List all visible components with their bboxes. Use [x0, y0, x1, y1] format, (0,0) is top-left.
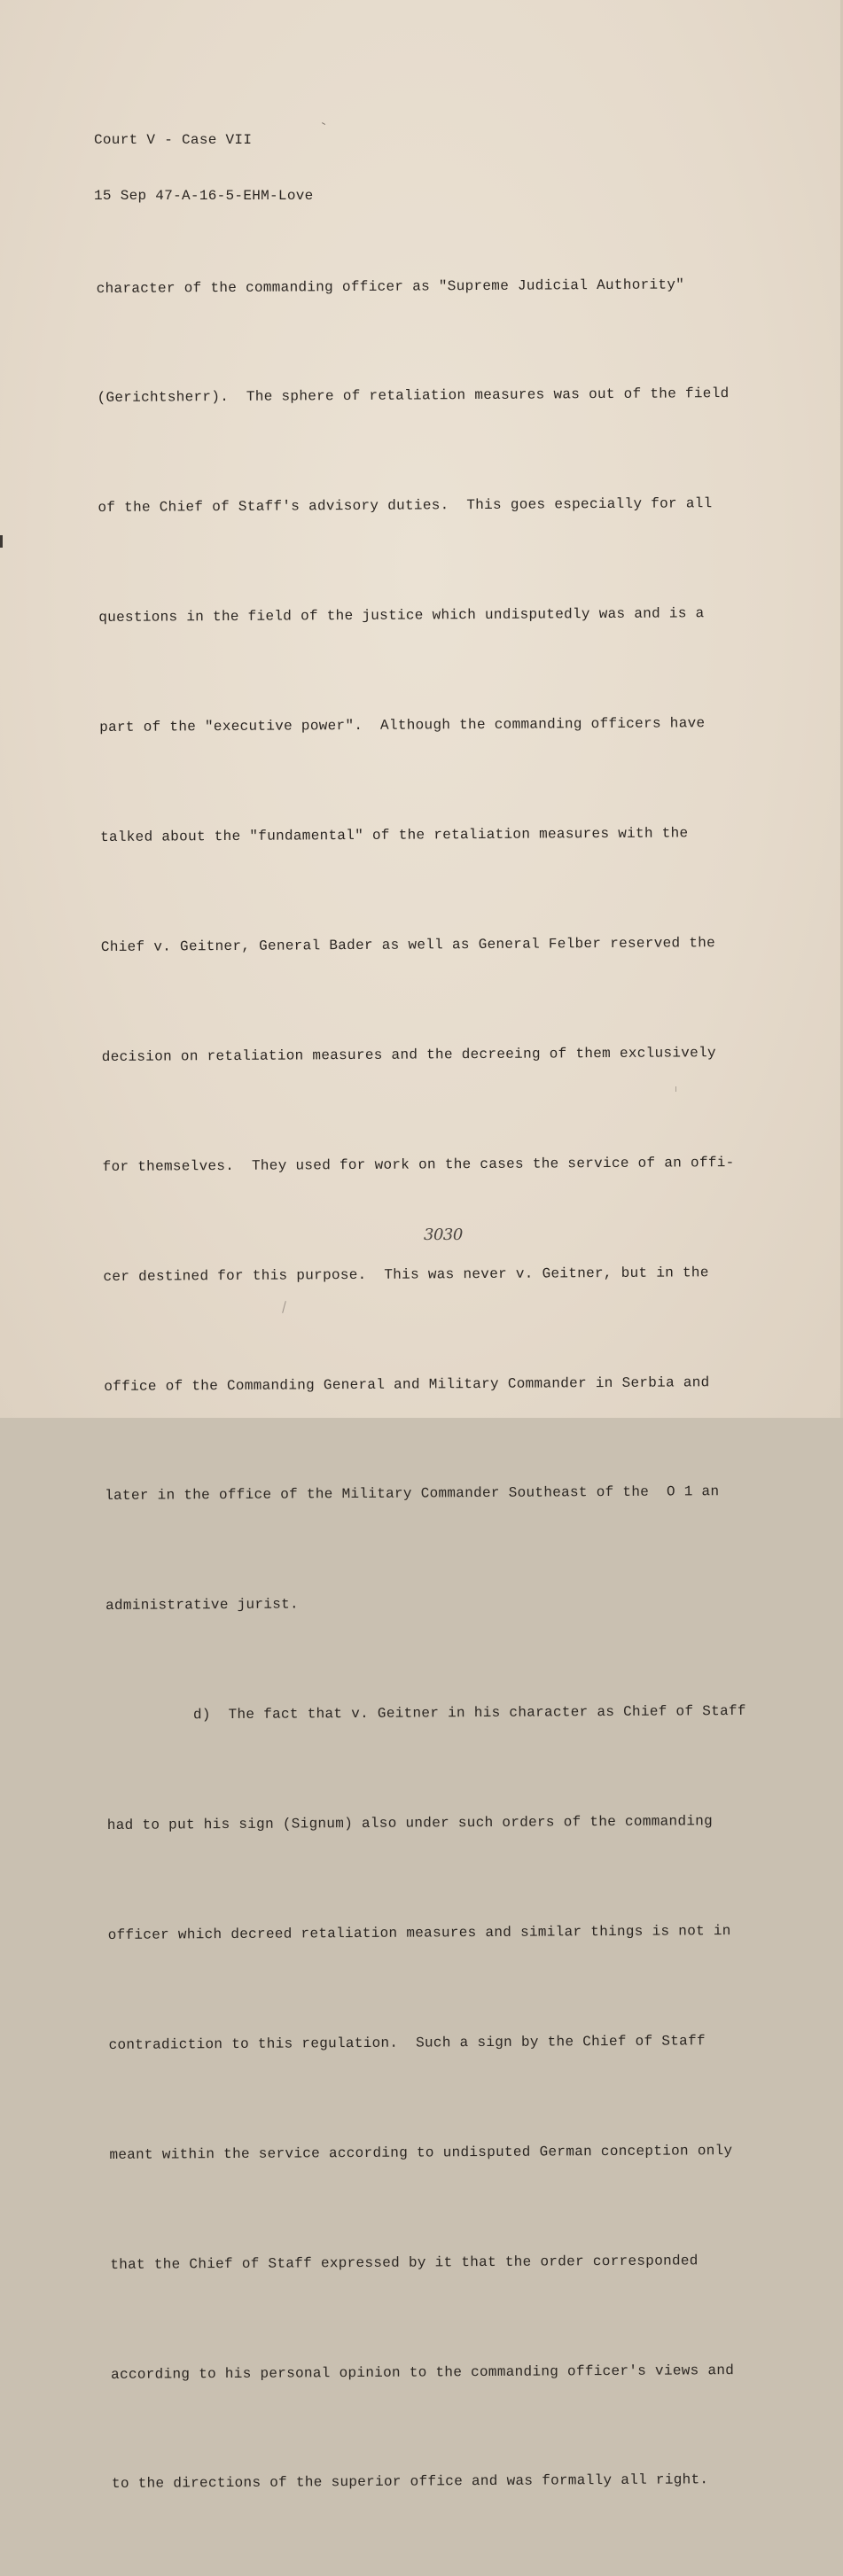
body-line: questions in the field of the justice which undisputedly was and is a	[98, 605, 705, 626]
body-line: cer destined for this purpose. This was never v. Geitner, but in the	[103, 1264, 709, 1285]
body-line: of the Chief of Staff's advisory duties. This goes especially for all	[98, 495, 713, 517]
page-number: 3030	[424, 1226, 463, 1244]
body-line: administrative jurist.	[105, 1596, 299, 1615]
document-body	[96, 193, 753, 2576]
body-line: character of the commanding officer as "Supreme Judicial Authority"	[96, 276, 685, 297]
paragraph-d-first-line: d) The fact that v. Geitner in his character as Chief of Staff	[192, 1703, 746, 1724]
body-line: (Gerichtsherr). The sphere of retaliation measures was out of the field	[97, 385, 730, 407]
body-line: according to his personal opinion to the commanding officer's views and	[111, 2362, 735, 2383]
body-line: talked about the "fundamental" of the retaliation measures with the	[99, 825, 689, 846]
body-line: for themselves. They used for work on the cases the service of an offi-	[102, 1154, 735, 1175]
body-line: contradiction to this regulation. Such a sign by the Chief of Staff	[108, 2033, 706, 2053]
header-date-reference: 15 Sep 47-A-16-5-EHM-Love	[94, 188, 314, 204]
body-line: office of the Commanding General and Military Commander in Serbia and	[104, 1374, 710, 1395]
header-court-case: Court V - Case VII	[94, 132, 253, 148]
body-line: that the Chief of Staff expressed by it that the order corresponded	[110, 2252, 699, 2273]
paper-speck	[675, 1086, 676, 1092]
body-line: later in the office of the Military Commander Southeast of the O 1 an	[105, 1483, 720, 1505]
body-line: Chief v. Geitner, General Bader as well as General Felber reserved the	[100, 935, 716, 955]
body-line: meant within the service according to undisputed German conception only	[109, 2142, 733, 2163]
body-line: to the directions of the superior office and was formally all right.	[111, 2471, 709, 2493]
binding-mark	[0, 535, 3, 548]
body-line: officer which decreed retaliation measures and similar things is not in	[107, 1922, 731, 1943]
body-line: part of the "executive power". Although the commanding officers have	[99, 715, 706, 736]
body-line: had to put his sign (Signum) also under such orders of the commanding	[106, 1813, 714, 1834]
header-stray-mark	[322, 122, 325, 125]
body-line: decision on retaliation measures and the decreeing of them exclusively	[101, 1044, 716, 1065]
